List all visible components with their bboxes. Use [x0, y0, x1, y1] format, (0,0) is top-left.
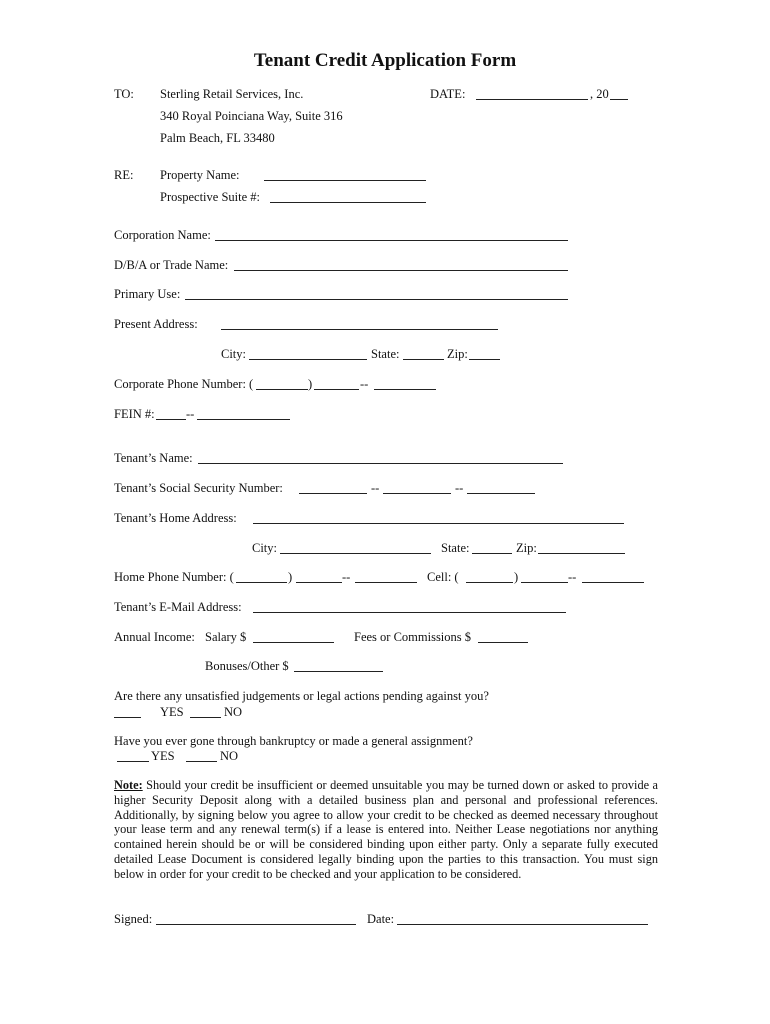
recipient-name: Sterling Retail Services, Inc.	[160, 87, 304, 101]
tenant-name-field[interactable]	[198, 452, 563, 467]
ssn-part2-field[interactable]	[383, 482, 451, 497]
bankruptcy-no-label: NO	[220, 749, 239, 763]
ssn-part3-field[interactable]	[467, 482, 535, 497]
note-paragraph	[114, 778, 658, 882]
note-body: Should your credit be insufficient or deemed unsuitable you may be turned down or asked to provide a higher Security Deposit along with a detailed business plan and personal and professional references. Additionally, by signing below you agree to allow your credit to be checked as deemed necessary throughout your lease term and any renewal term(s) if a lease is entered into. Neither Lease negotiations nor anything contained herein should be or will be considered binding upon either party. Only a separate fully executed detailed Lease Document is considered legally binding upon the parties to this transaction. You must sign below in order for your credit to be checked and your application to be considered.	[114, 778, 658, 881]
cell-prefix-field[interactable]	[521, 571, 568, 586]
home-phone-line-field[interactable]	[355, 571, 417, 586]
present-zip-label: Zip:	[447, 347, 468, 361]
date-year-prefix: , 20	[590, 87, 609, 101]
primary-use-label: Primary Use:	[114, 287, 181, 301]
home-zip-label: Zip:	[516, 541, 537, 555]
cell-dash: --	[568, 570, 577, 584]
bonuses-field[interactable]	[294, 660, 383, 675]
home-address-field[interactable]	[253, 512, 624, 527]
corporate-phone-line-field[interactable]	[374, 378, 436, 393]
home-phone-dash: --	[342, 570, 351, 584]
email-label: Tenant’s E-Mail Address:	[114, 600, 242, 614]
re-label: RE:	[114, 168, 134, 182]
cell-line-field[interactable]	[582, 571, 644, 586]
home-city-field[interactable]	[280, 542, 431, 557]
annual-income-label: Annual Income:	[114, 630, 195, 644]
home-phone-area-field[interactable]	[236, 571, 287, 586]
corporation-name-field[interactable]	[215, 229, 568, 244]
recipient-city: Palm Beach, FL 33480	[160, 131, 275, 145]
bankruptcy-yes-field[interactable]	[117, 750, 149, 765]
home-phone-prefix-field[interactable]	[296, 571, 342, 586]
home-address-label: Tenant’s Home Address:	[114, 511, 237, 525]
tenant-name-label: Tenant’s Name:	[114, 451, 193, 465]
fein-prefix-field[interactable]	[156, 408, 186, 423]
present-address-field[interactable]	[221, 318, 498, 333]
corporate-phone-close-paren: )	[308, 377, 313, 391]
home-city-label: City:	[252, 541, 278, 555]
cell-area-field[interactable]	[466, 571, 513, 586]
corporate-phone-area-field[interactable]	[256, 378, 308, 393]
fees-label: Fees or Commissions $	[354, 630, 472, 644]
bankruptcy-yes-label: YES	[151, 749, 175, 763]
home-state-field[interactable]	[472, 542, 512, 557]
date-label: DATE:	[430, 87, 466, 101]
corporate-phone-dash: --	[360, 377, 369, 391]
property-name-label: Property Name:	[160, 168, 240, 182]
judgements-question: Are there any unsatisfied judgements or legal actions pending against you?	[114, 689, 489, 703]
signature-date-field[interactable]	[397, 913, 648, 928]
ssn-label: Tenant’s Social Security Number:	[114, 481, 283, 495]
dba-label: D/B/A or Trade Name:	[114, 258, 229, 272]
fein-label: FEIN #:	[114, 407, 155, 421]
present-address-label: Present Address:	[114, 317, 198, 331]
recipient-street: 340 Royal Poinciana Way, Suite 316	[160, 109, 343, 123]
bankruptcy-no-field[interactable]	[186, 750, 217, 765]
home-state-label: State:	[441, 541, 470, 555]
present-zip-field[interactable]	[469, 348, 500, 363]
fein-number-field[interactable]	[197, 408, 290, 423]
to-label: TO:	[114, 87, 134, 101]
property-name-field[interactable]	[264, 169, 426, 184]
dba-field[interactable]	[234, 259, 568, 274]
home-phone-close-paren: )	[288, 570, 293, 584]
salary-field[interactable]	[253, 631, 334, 646]
judgements-yes-label: YES	[160, 705, 184, 719]
corporate-phone-label: Corporate Phone Number: (	[114, 377, 254, 391]
present-city-label: City:	[221, 347, 247, 361]
note-heading: Note:	[114, 778, 143, 792]
prospective-suite-label: Prospective Suite #:	[160, 190, 260, 204]
judgements-no-label: NO	[224, 705, 243, 719]
present-state-label: State:	[371, 347, 400, 361]
corporate-phone-prefix-field[interactable]	[314, 378, 359, 393]
cell-close-paren: )	[514, 570, 519, 584]
home-phone-label: Home Phone Number: (	[114, 570, 234, 584]
judgements-yes-field[interactable]	[114, 706, 141, 721]
form-title: Tenant Credit Application Form	[253, 50, 517, 71]
fees-field[interactable]	[478, 631, 528, 646]
prospective-suite-field[interactable]	[270, 191, 426, 206]
ssn-dash-2: --	[455, 481, 464, 495]
present-state-field[interactable]	[403, 348, 444, 363]
fein-dash: --	[186, 407, 195, 421]
ssn-part1-field[interactable]	[299, 482, 367, 497]
judgements-no-field[interactable]	[190, 706, 221, 721]
present-city-field[interactable]	[249, 348, 367, 363]
bonuses-label: Bonuses/Other $	[205, 659, 289, 673]
home-zip-field[interactable]	[538, 542, 625, 557]
signed-label: Signed:	[114, 912, 153, 926]
cell-label: Cell: (	[427, 570, 459, 584]
signature-date-label: Date:	[367, 912, 395, 926]
email-field[interactable]	[253, 601, 566, 616]
corporation-name-label: Corporation Name:	[114, 228, 211, 242]
primary-use-field[interactable]	[185, 288, 568, 303]
bankruptcy-question: Have you ever gone through bankruptcy or made a general assignment?	[114, 734, 473, 748]
date-field[interactable]	[476, 88, 588, 103]
date-year-field[interactable]	[610, 88, 628, 103]
ssn-dash-1: --	[371, 481, 380, 495]
signature-field[interactable]	[156, 913, 356, 928]
salary-label: Salary $	[205, 630, 247, 644]
